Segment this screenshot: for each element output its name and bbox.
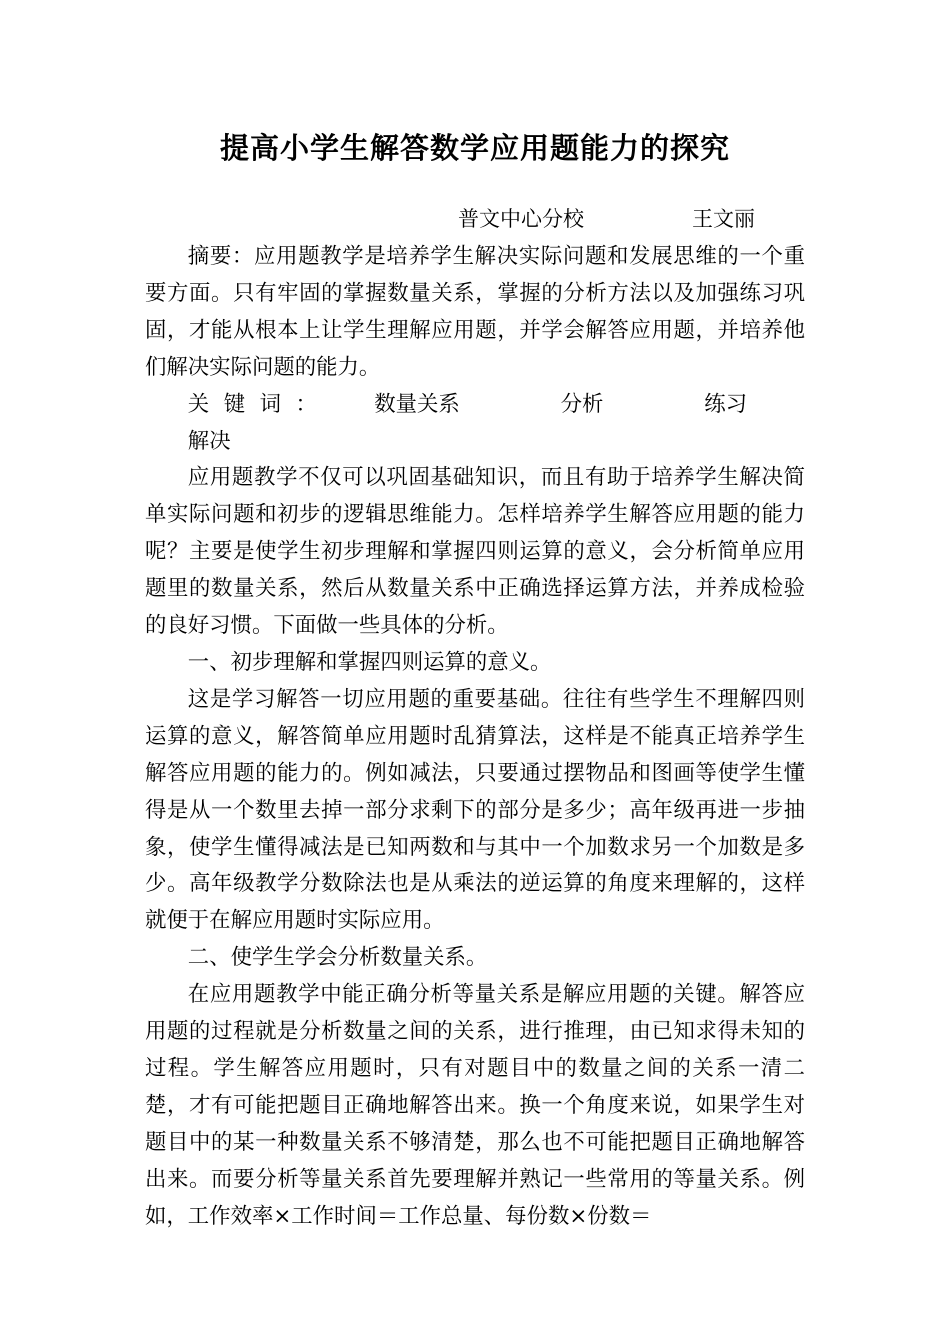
abstract-paragraph: 摘要：应用题教学是培养学生解决实际问题和发展思维的一个重要方面。只有牢固的掌握数量关系，掌握的分析方法以及加强练习巩固，才能从根本上让学生理解应用题，并学会解答应用题，并培养他们解决实际问题的能力。 <box>145 244 805 380</box>
keyword: 解决 <box>187 428 231 454</box>
keyword: 练习 <box>704 391 747 417</box>
keyword: 分析 <box>560 391 604 417</box>
school-name: 普文中心分校 <box>458 207 584 231</box>
body-paragraph: 应用题教学不仅可以巩固基础知识，而且有助于培养学生解决简单实际问题和初步的逻辑思维能力。怎样培养学生解答应用题的能力呢？主要是使学生初步理解和掌握四则运算的意义，会分析简单应用题里的数量关系，然后从数量关系中正确选择运算方法，并养成检验的良好习惯。下面做一些具体的分析。 <box>145 465 805 639</box>
keywords-line <box>145 387 805 461</box>
author-name: 王文丽 <box>692 207 755 231</box>
keywords-label: 关键词： <box>187 391 332 417</box>
body-paragraph: 这是学习解答一切应用题的重要基础。往往有些学生不理解四则运算的意义，解答简单应用题时乱猜算法，这样是不能真正培养学生解答应用题的能力的。例如减法，只要通过摆物品和图画等使学生懂得是从一个数里去掉一部分求剩下的部分是多少；高年级再进一步抽象，使学生懂得减法是已知两数和与其中一个加数求另一个加数是多少。高年级教学分数除法也是从乘法的逆运算的角度来理解的，这样就便于在解应用题时实际应用。 <box>145 686 805 934</box>
document-body <box>145 239 805 1235</box>
author-line <box>458 201 755 237</box>
document-title: 提高小学生解答数学应用题能力的探究 <box>219 131 730 165</box>
section-heading: 二、使学生学会分析数量关系。 <box>187 945 488 971</box>
body-paragraph: 在应用题教学中能正确分析等量关系是解应用题的关键。解答应用题的过程就是分析数量之间的关系，进行推理，由已知求得未知的过程。学生解答应用题时，只有对题目中的数量之间的关系一清二楚，才有可能把题目正确地解答出来。换一个角度来说，如果学生对题目中的某一种数量关系不够清楚，那么也不可能把题目正确地解答出来。而要分析等量关系首先要理解并熟记一些常用的等量关系。例如，工作效率×工作时间＝工作总量、每份数×份数＝ <box>145 982 805 1229</box>
keyword: 数量关系 <box>374 391 460 417</box>
section-heading: 一、初步理解和掌握四则运算的意义。 <box>187 649 552 675</box>
